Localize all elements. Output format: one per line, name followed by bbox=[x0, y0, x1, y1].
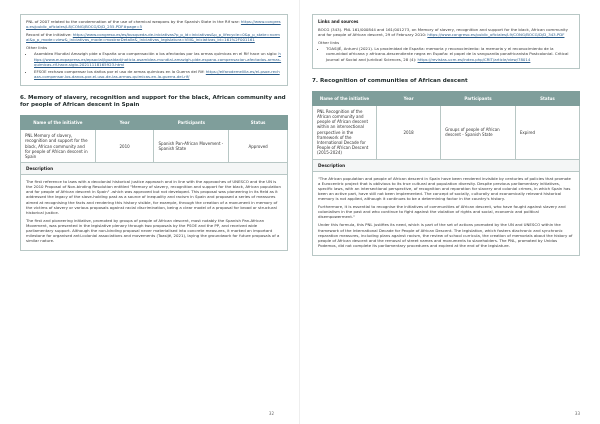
links-other-list bbox=[318, 46, 574, 61]
table-header-row bbox=[21, 115, 288, 129]
section-7-description-label: Description bbox=[312, 160, 580, 172]
description-paragraph: The first and pioneering initiative, promoted by groups of people of African descent, most notably the Spanish Pan-African Movement, was presented in the legislative plenary through two proposals by the PSOE and the PP, and received wide parliamentary support. Although the non-binding proposal never materialised into concrete measures, it marked an important milestone for organised anti-colonial associations and movements (Toasijé, 2021), laying the groundwork for future proposals of a similar nature. bbox=[26, 217, 280, 244]
amazigh-link[interactable]: https://www.europapress.es/epsocial/igualdad/noticia-asamblea-mundial-amazigh-pide-espana-compensacion-afectados-armas-quimicas-rif-hace-siglo-20211118165923.html bbox=[34, 51, 282, 67]
header-participants: Participants bbox=[154, 115, 229, 129]
section-6-table bbox=[20, 115, 288, 163]
right-page-content bbox=[312, 14, 580, 256]
links-sources-box bbox=[312, 14, 580, 69]
toasije-link[interactable]: https://revistas.ucm.es/index.php/CRIT/article/view/78014 bbox=[417, 56, 531, 62]
header-status: Status bbox=[229, 115, 288, 129]
psoe-link[interactable]: https://elfarodemelilla.es/el-psoe-rechaza-compensar-los-danos-por-el-uso-de-las-armas-quimicas-en-la-guerra-del-rif/ bbox=[34, 68, 280, 79]
cell-year: 2010 bbox=[95, 130, 154, 163]
table-row bbox=[313, 105, 580, 159]
table-header-row bbox=[313, 91, 580, 105]
cell-status: Expired bbox=[515, 105, 579, 159]
page-number: 32 bbox=[268, 411, 274, 416]
rif-para-1: PNL of 2007 related to the condemnation of the use of chemical weapons by the Spanish State in the Rif war: https://www.congreso.es/public_oficiales/L8/CONG/BOCG/D/D_255.PDF#page=5 bbox=[26, 19, 281, 30]
bocg-link[interactable]: https://www.congreso.es/public_oficiales/L9/CONG/BOCG/D/D_343.PDF bbox=[427, 32, 565, 38]
list-item: • Asamblea Mundial Amazigh pide a España una compensación a los afectados por las armas químicas en el Rif hace un siglo: https://www.europapress.es/epsocial/igualdad/noticia-asamblea-mundial-amazigh-pide-espana-compensacion-afectados-armas-quimicas-rif-hace-siglo-20211118165923.html bbox=[34, 51, 282, 66]
cell-year: 2018 bbox=[377, 105, 441, 159]
links-sources-label: Links and sources bbox=[318, 19, 359, 24]
left-page-content bbox=[20, 14, 288, 251]
header-name: Name of the initiative bbox=[313, 91, 377, 105]
right-page bbox=[300, 0, 600, 424]
header-status: Status bbox=[515, 91, 579, 105]
header-year: Year bbox=[95, 115, 154, 129]
links-other-label: Other links bbox=[318, 40, 340, 46]
rif-other-links-label: Other links bbox=[26, 45, 48, 51]
section-6-description bbox=[20, 175, 288, 251]
section-7-table bbox=[312, 91, 580, 160]
header-year: Year bbox=[377, 91, 441, 105]
description-paragraph: Under this formula, this PNL justifies its need, which is part of the set of actions promoted by the UN and UNESCO within the framework of the International Decade for People of African Descent. The legislation, which fosters diachronic and synchronic reparation measures, including plans against racism, the review of school curricula, the creation of memorials about the history of people of African descent and the removal of street names and monuments to slaveholders. The PNL, promoted by Unidos Podemos, did not complete its parliamentary procedures and expired at the end of the legislature. bbox=[318, 222, 573, 248]
section-7-title: 7. Recognition of communities of African descent bbox=[312, 77, 468, 84]
description-paragraph: "The African population and people of African descent in Spain have been rendered invisible by centuries of policies that promote a Eurocentric project that is oblivious to its true cultural and population diversity. Despite previous parliamentary initiatives, specific laws, with an intersectional perspective, of recognition and reparation for slavery and colonial crimes, in which Spain has been an active part, have still not been implemented. The concept of socially, culturally and economically relevant historical memory is not applied, although it continues to be a determining factor in the country's history. bbox=[318, 175, 571, 202]
rif-record-link[interactable]: https://www.congreso.es/es/busqueda-de-iniciativas?p_p_id=iniciativas&p_p_lifecycle=0&p_p_state=normal&p_p_mode=view&_iniciativas_mode=mostrarDetalle&_iniciativas_legislatura=VIII&_iniciativas_id=161%2F001161 bbox=[26, 32, 280, 43]
section-7-description bbox=[312, 172, 580, 256]
list-item: • EFSOE rechaza compensar los daños por el uso de armas químicas en la Guerra del Rif: https://elfarodemelilla.es/el-psoe-rechaza-compensar-los-danos-por-el-uso-de-las-armas-quimicas-en-la-guerra-del-rif/ bbox=[34, 69, 282, 79]
header-name: Name of the initiative bbox=[21, 115, 96, 129]
section-6-description-label: Description bbox=[20, 163, 288, 175]
rif-sources-box bbox=[20, 14, 288, 86]
list-item: • TOASIJÉ, Antumi (2021). La proximidad de España: memoria y reconocimiento: la memoria y el reconocimiento de la comunidad africana y africano-descendiente negra en España: el papel de la vanguardia panafricanista Postcolonial. Critical Journal of Social and Juridical Sciences, 28 (4): https://revistas.ucm.es/index.php/CRIT/article/view/78014 bbox=[326, 46, 574, 61]
cell-status: Approved bbox=[229, 130, 288, 163]
description-paragraph: The first reference to laws with a decolonial historical justice approach and in line with the approaches of UNESCO and the UN is the 2010 Proposal of Non-binding Resolution entitled "Memory of slavery, recognition and support for the black, African population and for people of African descent in Spain" -which was approved but not developed. This proposal was pioneering in its field as it addressed the legacy of the slave-holding past as a source of inequality and racism in Spain and proposed a series of measures aimed at recognising the facts and rendering this history visible, for example, through the creation of a monument in memory of the victims of slavery or various proposals against racial discrimination, being a clear model of a proposal for broad or structural historical justice. bbox=[26, 179, 281, 215]
rif-pnl-link[interactable]: https://www.congreso.es/public_oficiales/L8/CONG/BOCG/D/D_255.PDF#page=5 bbox=[26, 19, 281, 30]
cell-name: PNL Memory of slavery, recognition and support for the black, African community and for people of African descent in Spain bbox=[21, 130, 96, 163]
table-row bbox=[21, 130, 288, 163]
links-para-1: BOCG (343). PNL 161/000844 and 161/001273, on Memory of slavery, recognition and support for the black, African community and for people of African descent, 29 of February 2010: https://www.congreso.es/public_oficiales/L9/CONG/BOCG/D/D_343.PDF bbox=[318, 27, 568, 38]
section-6-title: 6. Memory of slavery, recognition and support for the black, African community and for people of African descent in Spain bbox=[20, 94, 286, 108]
description-paragraph: Furthermore, it is essential to recognise the initiatives of communities of African descent, who have fought against slavery and colonialism in the past and who continue to fight against the violation of rights and social, economic and political disempowerment." bbox=[318, 204, 566, 220]
cell-participants: Groups of people of African descent - Spanish State bbox=[441, 105, 516, 159]
page-number: 33 bbox=[574, 411, 580, 416]
rif-other-links-list bbox=[26, 51, 282, 78]
rif-para-2: Record of the initiative: https://www.congreso.es/es/busqueda-de-iniciativas?p_p_id=iniciativas&p_p_lifecycle=0&p_p_state=normal&p_p_mode=view&_iniciativas_mode=mostrarDetalle&_iniciativas_legislatura=VIII&_iniciativas_id=161%2F001161 bbox=[26, 32, 280, 43]
cell-name: PNL Recognition of the African community and people of African descent within an intersectional perspective in the framework of the International Decade for People of African Descent (2015-2024) bbox=[313, 105, 377, 159]
header-participants: Participants bbox=[441, 91, 516, 105]
cell-participants: Spanish Pan-African Movement - Spanish State bbox=[154, 130, 229, 163]
